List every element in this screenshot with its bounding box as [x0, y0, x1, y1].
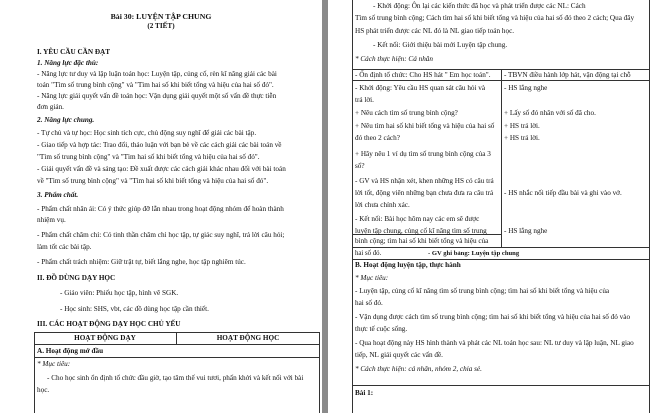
sub-heading: 1. Năng lực đặc thù: — [37, 59, 99, 67]
paragraph-line: * Cách thực hiện: Cá nhân — [355, 55, 433, 63]
teaching-line: - GV và HS nhận xét, khen những HS có câu trả — [355, 177, 494, 185]
paragraph-line: học. — [37, 386, 50, 394]
learning-line: - TBVN điều hành lớp hát, vận động tại chỗ — [504, 71, 631, 79]
teaching-line: - Ổn định tổ chức: Cho HS hát " Em học toán". — [355, 71, 491, 79]
teaching-line: - GV ghi bảng: Luyện tập chung — [428, 250, 520, 257]
paragraph-line: về "Tìm số trung bình cộng" và "Tìm hai số khi biết tổng và hiệu của hai số đó". — [37, 177, 269, 185]
table-section-row: B. Hoạt động luyện tập, thực hành — [355, 261, 461, 269]
paragraph-line: - Giải quyết vấn đề và sáng tạo: Đề xuất được các cách giải khác nhau đối với bài toán — [37, 165, 286, 173]
paragraph-line: đơn giản. — [37, 103, 64, 111]
paragraph-line: tiếp, NL giải quyết các vấn đề. — [355, 351, 443, 359]
teaching-line: lời tốt, động viên những bạn chưa đưa ra câu trả — [355, 189, 494, 197]
learning-line: - HS lắng nghe — [504, 84, 548, 92]
document-page-left — [0, 0, 322, 413]
paragraph-line: nhiệm vụ. — [37, 216, 66, 224]
section-heading: I. YÊU CẦU CẦN ĐẠT — [37, 48, 111, 56]
teaching-line: + Hãy nêu 1 ví dụ tìm số trung bình cộng của 3 — [355, 150, 491, 158]
paragraph-line: - Cho học sinh ổn định tổ chức đầu giờ, tạo tâm thế vui tươi, phấn khởi và kết nối với bài — [47, 374, 304, 382]
paragraph-line: HS phát triển được các NL đó là NL giao tiếp toán học. — [355, 27, 515, 35]
paragraph-line: - Giao tiếp và hợp tác: Trao đổi, thảo luận với bạn bè về các cách giải các bài toán về — [37, 141, 282, 149]
paragraph-line: - Học sinh: SHS, vbt, các đồ dùng học tập cần thiết. — [60, 305, 209, 313]
paragraph-line: - Năng lực giải quyết vấn đề toán học: Vận dụng giải quyết một số vấn đề thực tiễn — [37, 92, 277, 100]
paragraph-line: - Luyện tập, củng cố kĩ năng tìm số trung bình cộng; tìm hai số khi biết tổng và hiệu của — [355, 287, 610, 295]
document-page-right — [328, 0, 650, 413]
paragraph-line: Tìm số trung bình cộng; Cách tìm hai số khi biết tổng và hiệu của hai số đó theo 2 cách; Qua đây — [355, 14, 635, 22]
section-heading: II. ĐỒ DÙNG DẠY HỌC — [37, 274, 116, 282]
learning-line: + Lấy số đó nhân với số đã cho. — [504, 109, 596, 117]
teaching-line: - Kết nối: Bài học hôm nay các em sẽ được — [355, 215, 480, 223]
learning-line: - HS nhắc nối tiếp đầu bài và ghi vào vở. — [504, 189, 622, 197]
paragraph-line: * Cách thực hiện: cá nhân, nhóm 2, chia sẻ. — [355, 365, 482, 373]
paragraph-line: - Kết nối: Giới thiệu bài mới Luyện tập chung. — [373, 41, 508, 49]
sub-heading: 3. Phẩm chất. — [37, 191, 79, 199]
table-header-teaching: HOẠT ĐỘNG DẠY — [74, 334, 136, 342]
teaching-line: + Nêu cách tìm số trung bình cộng? — [355, 109, 458, 117]
section-heading: III. CÁC HOẠT ĐỘNG DẠY HỌC CHỦ YẾU — [37, 320, 181, 328]
paragraph-line: làm tốt các bài tập. — [37, 243, 92, 251]
teaching-line: bình cộng; tìm hai số khi biết tổng và hiệu của — [355, 237, 489, 245]
learning-line: + HS trả lời. — [504, 134, 540, 142]
teaching-line: số? — [355, 162, 365, 170]
teaching-line: - Khởi động: Yêu cầu HS quan sát câu hỏi và — [355, 84, 486, 92]
paragraph-line: - Phẩm chất trách nhiệm: Giữ trật tự, biết lắng nghe, học tập nghiêm túc. — [37, 258, 246, 266]
table-header-learning: HOẠT ĐỘNG HỌC — [216, 334, 280, 342]
teaching-line: đó theo 2 cách? — [355, 134, 400, 142]
paragraph-line: - Phẩm chất nhân ái: Có ý thức giúp đỡ lẫn nhau trong hoạt động nhóm để hoàn thành — [37, 205, 284, 213]
table-section-row: A. Hoạt động mở đầu — [37, 347, 104, 355]
learning-line: - HS lắng nghe — [504, 227, 548, 235]
lesson-subtitle: (2 TIẾT) — [147, 22, 175, 30]
paragraph-line: - Khởi động: Ôn lại các kiến thức đã học và phát triển được các NL: Cách — [373, 2, 586, 10]
paragraph-line: "Tìm số trung bình cộng" và "Tìm hai số khi biết tổng và hiệu của hai số đó". — [37, 153, 260, 161]
paragraph-line: hai số đó. — [355, 299, 383, 307]
teaching-line: + Nêu tìm hai số khi biết tổng và hiệu của hai số — [355, 122, 495, 130]
paragraph-line: - Qua hoạt động này HS hình thành và phát các NL toán học sau: NL tư duy và lập luận, NL giao — [355, 339, 634, 347]
paragraph-line: * Mục tiêu: — [355, 274, 389, 282]
paragraph-line: thực tế cuộc sống. — [355, 325, 408, 333]
teaching-line: lời chưa chính xác. — [355, 201, 410, 209]
paragraph-line: - Phẩm chất chăm chỉ: Có tinh thần chăm chỉ học tập, tự giác suy nghĩ, trả lời câu hỏi; — [37, 231, 285, 239]
teaching-line: luyện tập chung, củng cố kĩ năng tìm số trung — [355, 227, 487, 235]
teaching-line: trả lời. — [355, 96, 374, 104]
paragraph-line: - Vận dụng được cách tìm số trung bình cộng; tìm hai số khi biết tổng và hiệu của hai số đó vào — [355, 313, 631, 321]
sub-heading: 2. Năng lực chung. — [37, 116, 95, 124]
paragraph-line: - Giáo viên: Phiếu học tập, hình vẽ SGK. — [60, 289, 179, 297]
lesson-title: Bài 30: LUYỆN TẬP CHUNG — [110, 12, 212, 21]
paragraph-line: toán "Tìm số trung bình cộng" và "Tìm hai số khi biết tổng và hiệu của hai số đó". — [37, 81, 274, 89]
paragraph-line: - Tự chủ và tự học: Học sinh tích cực, chủ động suy nghĩ để giải các bài tập. — [37, 129, 257, 137]
paragraph-line: * Mục tiêu: — [37, 360, 71, 368]
exercise-label: Bài 1: — [355, 389, 374, 397]
learning-line: + HS trả lời. — [504, 122, 540, 130]
paragraph-line: - Năng lực tư duy và lập luận toán học: Luyện tập, củng cố, rèn kĩ năng giải các bài — [37, 70, 277, 78]
teaching-line: hai số đó. — [355, 250, 382, 257]
